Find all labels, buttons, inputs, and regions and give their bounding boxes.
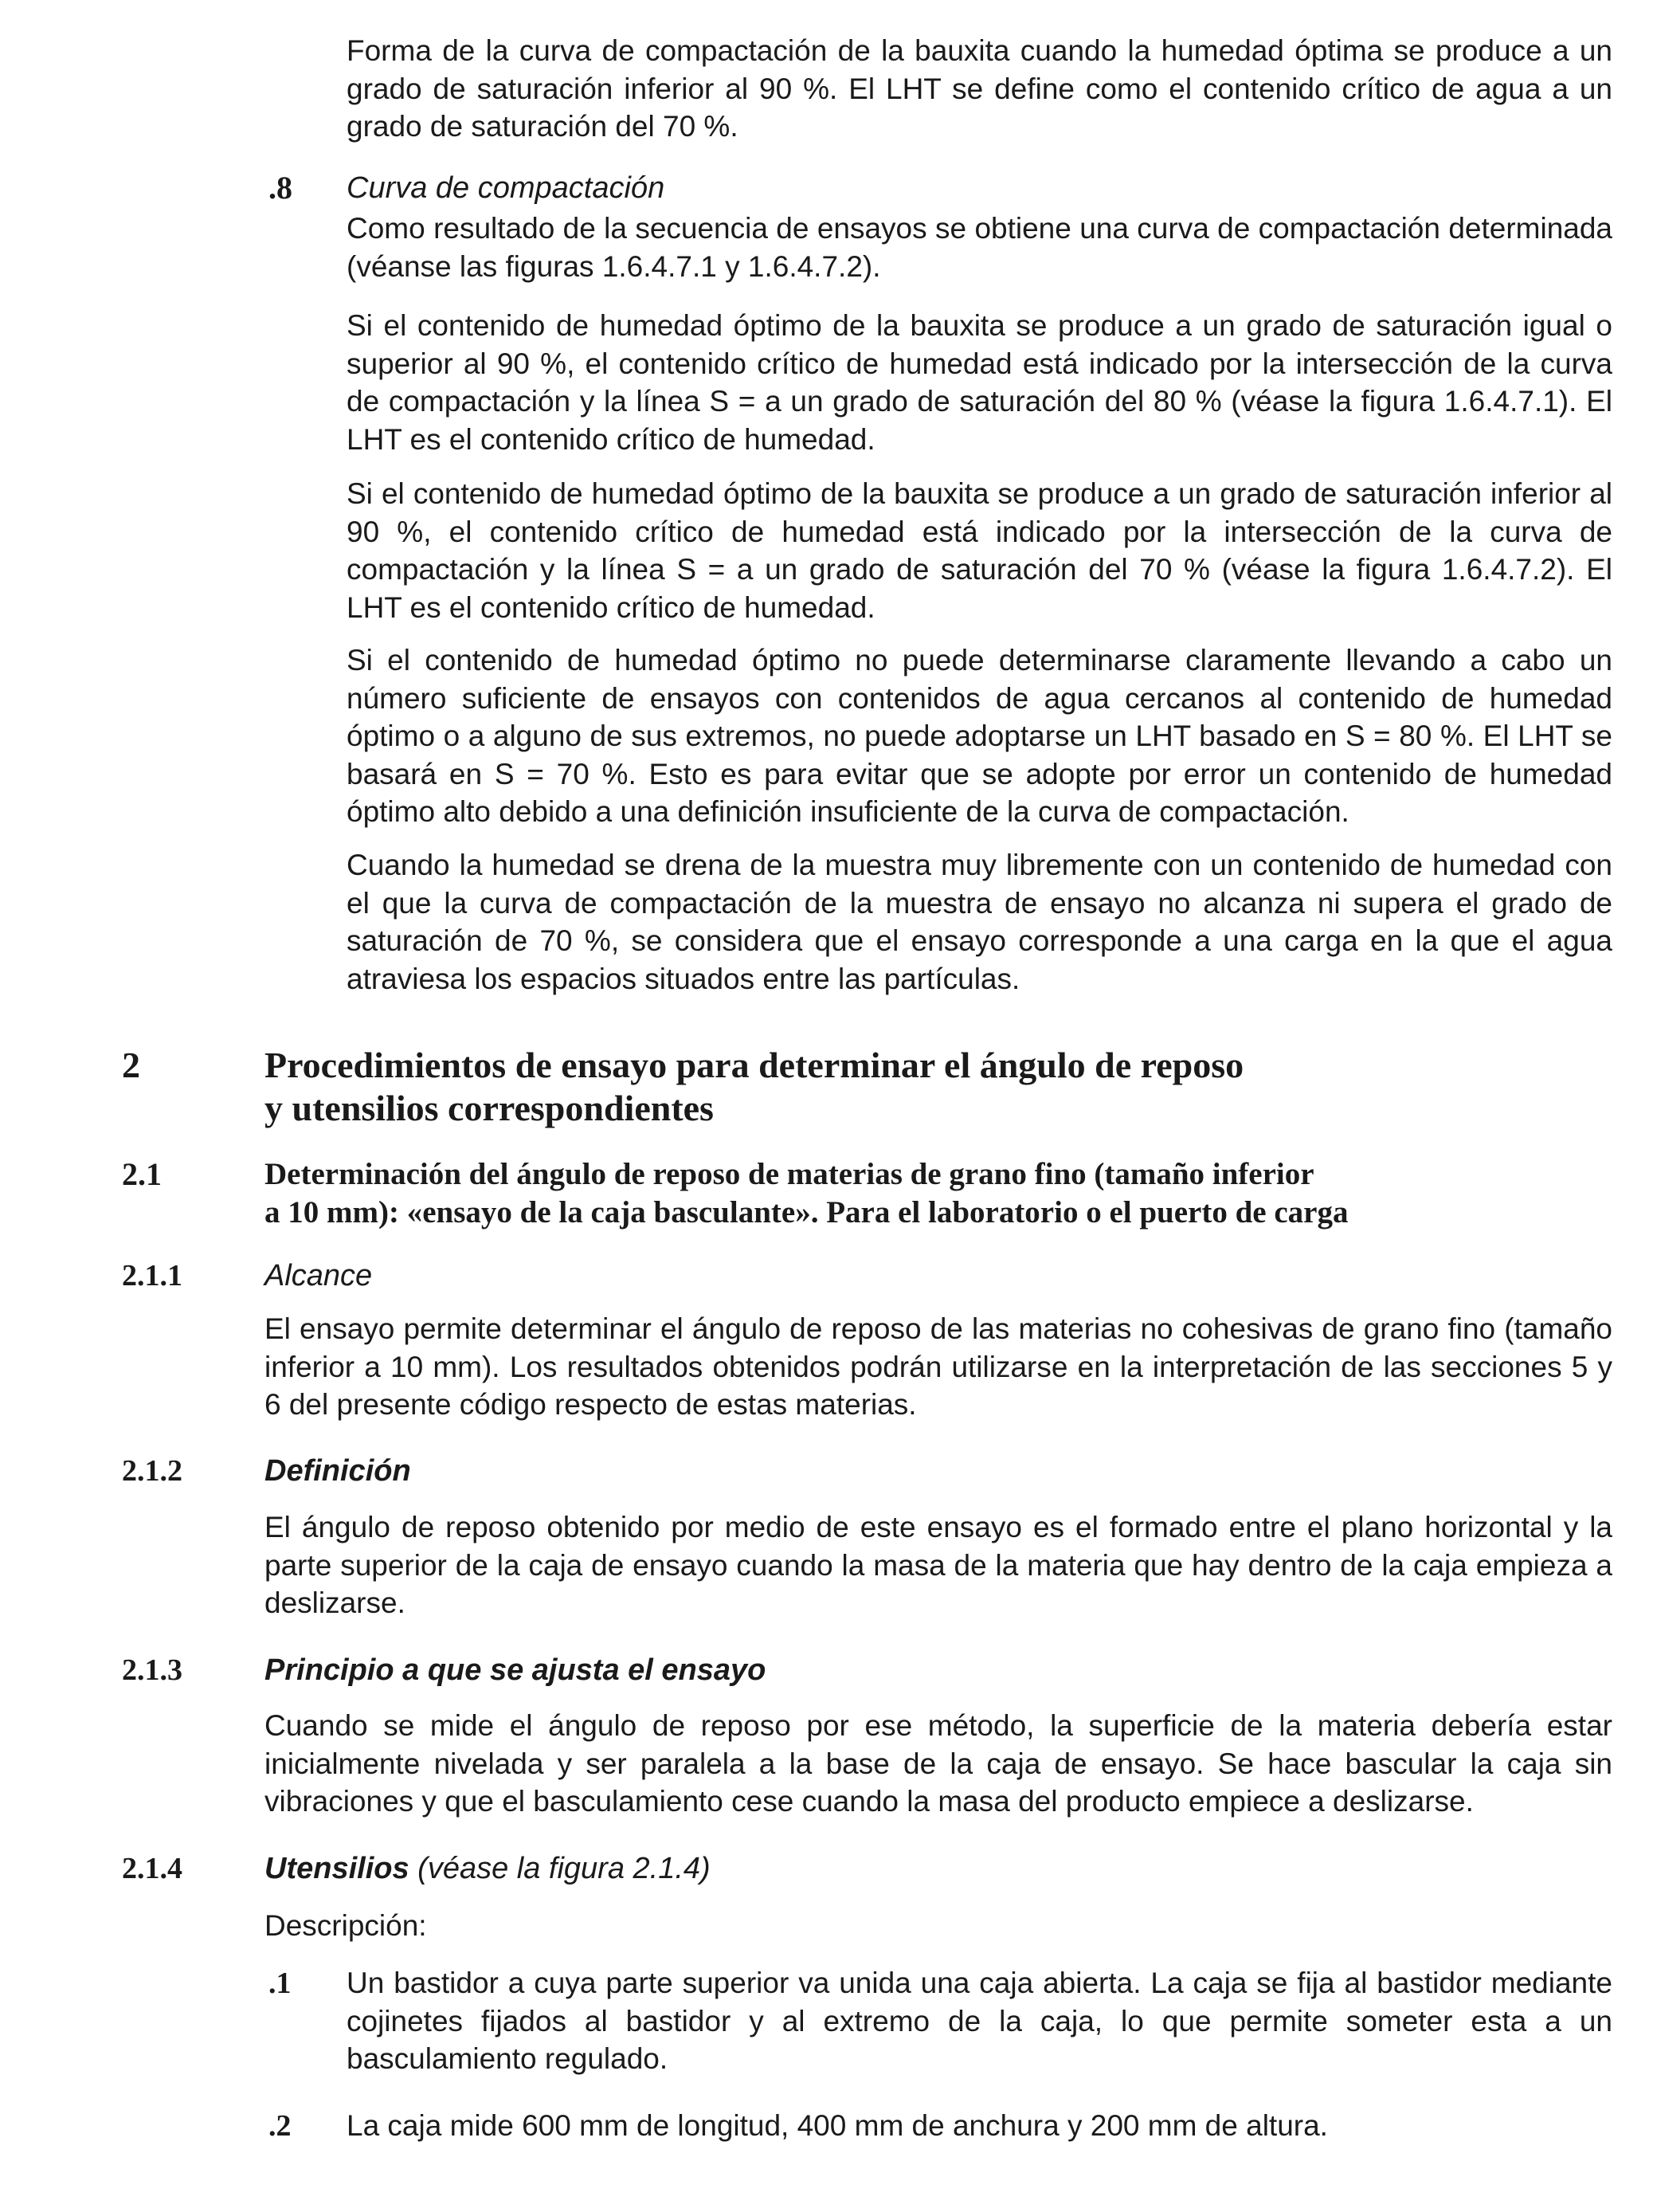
item-8-paragraph-2: Si el contenido de humedad óptimo de la bauxita se produce a un grado de saturación igual o superior al 90 %, el contenido crítico de humedad está indicado por la intersección de la curva de compactación y la línea S = a un grado de saturación del 80 % (véase la figura 1.6.4.7.1). El LHT es el contenido crítico de humedad. <box>347 309 1612 456</box>
section-2-1-1-title: Alcance <box>264 1259 373 1292</box>
section-2-1-heading-line-2: a 10 mm): «ensayo de la caja basculante». Para el laboratorio o el puerto de carga <box>264 1195 1349 1230</box>
item-8-title: Curva de compactación <box>347 171 665 205</box>
section-2-1-number: 2.1 <box>122 1156 162 1192</box>
section-2-1-3-title: Principio a que se ajusta el ensayo <box>264 1653 766 1687</box>
section-2-1-1-number: 2.1.1 <box>122 1259 182 1292</box>
description-label: Descripción: <box>264 1909 427 1942</box>
section-2-1-2-title: Definición <box>264 1454 411 1488</box>
section-2-1-2-paragraph: El ángulo de reposo obtenido por medio de este ensayo es el formado entre el plano horizontal y la parte superior de la caja de ensayo cuando la masa de la materia que hay dentro de la caja empieza a deslizarse. <box>264 1511 1612 1619</box>
list-item-2-number: .2 <box>268 2109 292 2143</box>
item-8-paragraph-1: Como resultado de la secuencia de ensayos se obtiene una curva de compactación determinada (véanse las figuras 1.6.4.7.1 y 1.6.4.7.2). <box>347 212 1612 283</box>
section-2-1-heading <box>264 1155 1619 1232</box>
item-8-paragraph-3: Si el contenido de humedad óptimo de la bauxita se produce a un grado de saturación inferior al 90 %, el contenido crítico de humedad está indicado por la intersección de la curva de compactación y la línea S = a un grado de saturación del 70 % (véase la figura 1.6.4.7.2). El LHT es el contenido crítico de humedad. <box>347 477 1612 624</box>
item-8-paragraph-4: Si el contenido de humedad óptimo no puede determinarse claramente llevando a cabo un número suficiente de ensayos con contenidos de agua cercanos al contenido de humedad óptimo o a alguno de sus extremos, no puede adoptarse un LHT basado en S = 80 %. El LHT se basará en S = 70 %. Esto es para evitar que se adopte por error un contenido de humedad óptimo alto debido a una definición insuficiente de la curva de compactación. <box>347 644 1612 828</box>
section-2-heading-line-1: Procedimientos de ensayo para determinar el ángulo de reposo <box>264 1045 1244 1085</box>
section-2-1-3-paragraph: Cuando se mide el ángulo de reposo por ese método, la superficie de la materia debería estar inicialmente nivelada y ser paralela a la base de la caja de ensayo. Se hace bascular la caja sin vibraciones y que el basculamiento cese cuando la masa del producto empiece a deslizarse. <box>264 1709 1612 1818</box>
section-2-1-4-title-text: Utensilios <box>264 1852 409 1885</box>
section-2-1-4-title <box>264 1849 711 1888</box>
list-item-1-number: .1 <box>268 1967 292 2000</box>
list-item-2-text: La caja mide 600 mm de longitud, 400 mm de anchura y 200 mm de altura. <box>347 2109 1328 2142</box>
intro-paragraph: Forma de la curva de compactación de la bauxita cuando la humedad óptima se produce a un grado de saturación inferior al 90 %. El LHT se define como el contenido crítico de agua a un grado de saturación del 70 %. <box>347 34 1612 143</box>
item-8-paragraph-5: Cuando la humedad se drena de la muestra muy libremente con un contenido de humedad con el que la curva de compactación de la muestra de ensayo no alcanza ni supera el grado de saturación de 70 %, se considera que el ensayo corresponde a una carga en la que el agua atraviesa los espacios situados entre las partículas. <box>347 849 1612 995</box>
section-2-1-4-number: 2.1.4 <box>122 1852 182 1885</box>
section-2-1-4-title-note: (véase la figura 2.1.4) <box>417 1852 711 1885</box>
section-2-heading-line-2: y utensilios correspondientes <box>264 1088 714 1128</box>
section-2-1-2-number: 2.1.2 <box>122 1454 182 1488</box>
item-8-number: .8 <box>268 170 292 206</box>
section-2-1-3-number: 2.1.3 <box>122 1653 182 1687</box>
section-2-heading <box>264 1044 1619 1130</box>
section-2-1-1-paragraph: El ensayo permite determinar el ángulo de reposo de las materias no cohesivas de grano fino (tamaño inferior a 10 mm). Los resultados obtenidos podrán utilizarse en la interpretación de las secciones 5 y 6 del presente código respecto de estas materias. <box>264 1312 1612 1421</box>
section-2-1-heading-line-1: Determinación del ángulo de reposo de materias de grano fino (tamaño inferior <box>264 1157 1314 1191</box>
section-2-number: 2 <box>122 1045 140 1085</box>
list-item-1-text: Un bastidor a cuya parte superior va unida una caja abierta. La caja se fija al bastidor mediante cojinetes fijados al bastidor y al extremo de la caja, lo que permite someter esta a un basculamiento regulado. <box>347 1967 1612 2075</box>
